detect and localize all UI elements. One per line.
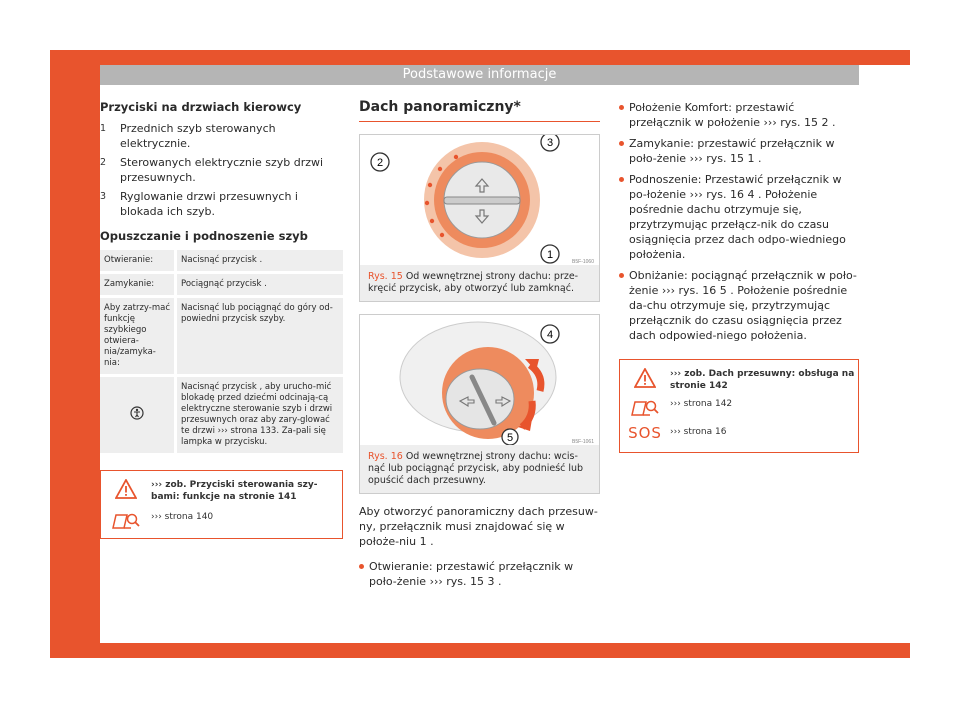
table-row <box>100 250 343 273</box>
table-label: Aby zatrzy-mać funkcję szybkiego otwiera-nia/zamyka-nia: <box>100 297 176 376</box>
manual-icon-cell <box>620 398 670 418</box>
reference-link[interactable]: ››› strona 142 <box>670 399 733 409</box>
callout-label: 5 <box>506 432 514 444</box>
warning-row <box>620 368 858 392</box>
item-number: 2 <box>100 157 107 168</box>
item-number: 3 <box>100 191 107 202</box>
warning-text[interactable]: ››› zob. Przyciski sterowania szy-bami: funkcje na stronie 141 <box>151 480 318 502</box>
column-left <box>100 100 343 539</box>
callout-label: 1 <box>546 249 554 261</box>
figure-label: Rys. 16 <box>368 451 403 462</box>
list-item <box>100 189 343 219</box>
bullet-item: Położenie Komfort: przestawić przełącznik w położenie ››› rys. 15 2 . <box>619 100 859 130</box>
table-row <box>100 376 343 455</box>
reference-row <box>620 398 858 418</box>
subsection-heading: Opuszczanie i podnoszenie szyb <box>100 229 308 243</box>
table-label: Zamykanie: <box>100 273 176 297</box>
warning-icon <box>115 479 137 499</box>
callout-label: 4 <box>546 329 554 341</box>
warning-icon-cell <box>101 479 151 499</box>
item-text: Sterowanych elektrycznie szyb drzwi przesuwnych. <box>120 156 324 184</box>
table-value: Nacisnąć lub pociągnąć do góry od-powiedni przycisk szyby. <box>176 297 344 376</box>
window-table <box>100 250 343 456</box>
table-row <box>100 297 343 376</box>
bullet-item: Zamykanie: przestawić przełącznik w poło-żenie ››› rys. 15 1 . <box>619 136 859 166</box>
figure-label: Rys. 15 <box>368 271 403 282</box>
column-middle <box>359 100 600 595</box>
callout-label: 2 <box>376 157 384 169</box>
roof-knob-illustration <box>360 135 599 265</box>
bullet-item: Obniżanie: pociągnąć przełącznik w poło-żenie ››› rys. 16 5 . Położenie pośrednie da-chu otrzymuje się, przytrzymując przełącznik do czasu osiągnięcia przez dach odpowied-niego położenia. <box>619 268 859 343</box>
manual-icon <box>111 511 141 531</box>
table-row <box>100 273 343 297</box>
figure-15 <box>359 134 600 302</box>
table-value: Nacisnąć przycisk , aby urucho-mić blokadę przed dziećmi odcinają-cą elektryczne sterowanie szyb i drzwi przesuwnych oraz aby zary-glować te drzwi ››› strona 133. Za-pali się lampka w przycisku. <box>176 376 344 455</box>
reference-link[interactable]: ››› strona 16 <box>670 427 727 437</box>
warning-text[interactable]: ››› zob. Dach przesuwny: obsługa na stronie 142 <box>670 369 855 391</box>
warning-box <box>100 470 343 539</box>
figure-code: B5F-1061 <box>572 439 594 445</box>
list-item <box>100 121 343 151</box>
figure-caption-text: Od wewnętrznej strony dachu: wcis-nąć lub pociągnąć przycisk, aby podnieść lub opuścić dach przesuwny. <box>368 451 584 486</box>
reference-row <box>620 426 858 441</box>
manual-icon <box>630 398 660 418</box>
table-label <box>100 376 176 455</box>
warning-box <box>619 359 859 453</box>
button-list <box>100 121 343 219</box>
section-heading: Przyciski na drzwiach kierowcy <box>100 100 302 114</box>
item-text: Przednich szyb sterowanych elektrycznie. <box>120 122 276 150</box>
warning-icon-cell <box>620 368 670 388</box>
item-text: Ryglowanie drzwi przesuwnych i blokada ich szyb. <box>120 190 298 218</box>
figure-15-image <box>360 135 599 265</box>
sos-icon-cell <box>620 426 670 441</box>
item-number: 1 <box>100 123 107 134</box>
figure-15-caption <box>360 265 599 301</box>
paragraph: Aby otworzyć panoramiczny dach przesuw-ny, przełącznik musi znajdować się w położe-niu 1 . <box>359 505 598 548</box>
reference-row <box>101 511 342 531</box>
child-lock-icon <box>130 406 144 420</box>
bullet-item: Podnoszenie: Przestawić przełącznik w po-łożenie ››› rys. 16 4 . Położenie pośrednie dachu otrzymuje się, przytrzymując przełącz-nik do czasu osiągnięcia przez dach odpo-wiedniego położenia. <box>619 172 859 262</box>
figure-16-image <box>360 315 599 445</box>
page-number: 15 <box>879 617 892 628</box>
table-value: Pociągnąć przycisk . <box>176 273 344 297</box>
callout-label: 3 <box>546 137 554 149</box>
section-title: Dach panoramiczny* <box>359 100 600 122</box>
roof-knob-illustration <box>360 315 599 445</box>
table-label: Otwieranie: <box>100 250 176 273</box>
list-item <box>100 155 343 185</box>
page-header: Podstawowe informacje <box>100 65 859 85</box>
figure-16-caption <box>360 445 599 493</box>
warning-row <box>101 479 342 503</box>
table-value: Nacisnąć przycisk . <box>176 250 344 273</box>
reference-link[interactable]: ››› strona 140 <box>151 512 214 522</box>
warning-icon <box>634 368 656 388</box>
figure-caption-text: Od wewnętrznej strony dachu: prze-kręcić przycisk, aby otworzyć lub zamknąć. <box>368 271 579 294</box>
figure-code: B5F-1060 <box>572 259 594 265</box>
bullet-item: Otwieranie: przestawić przełącznik w poło-żenie ››› rys. 15 3 . <box>359 559 600 589</box>
sos-icon: SOS <box>628 424 662 442</box>
column-right <box>619 100 859 453</box>
manual-icon-cell <box>101 511 151 531</box>
figure-16 <box>359 314 600 494</box>
